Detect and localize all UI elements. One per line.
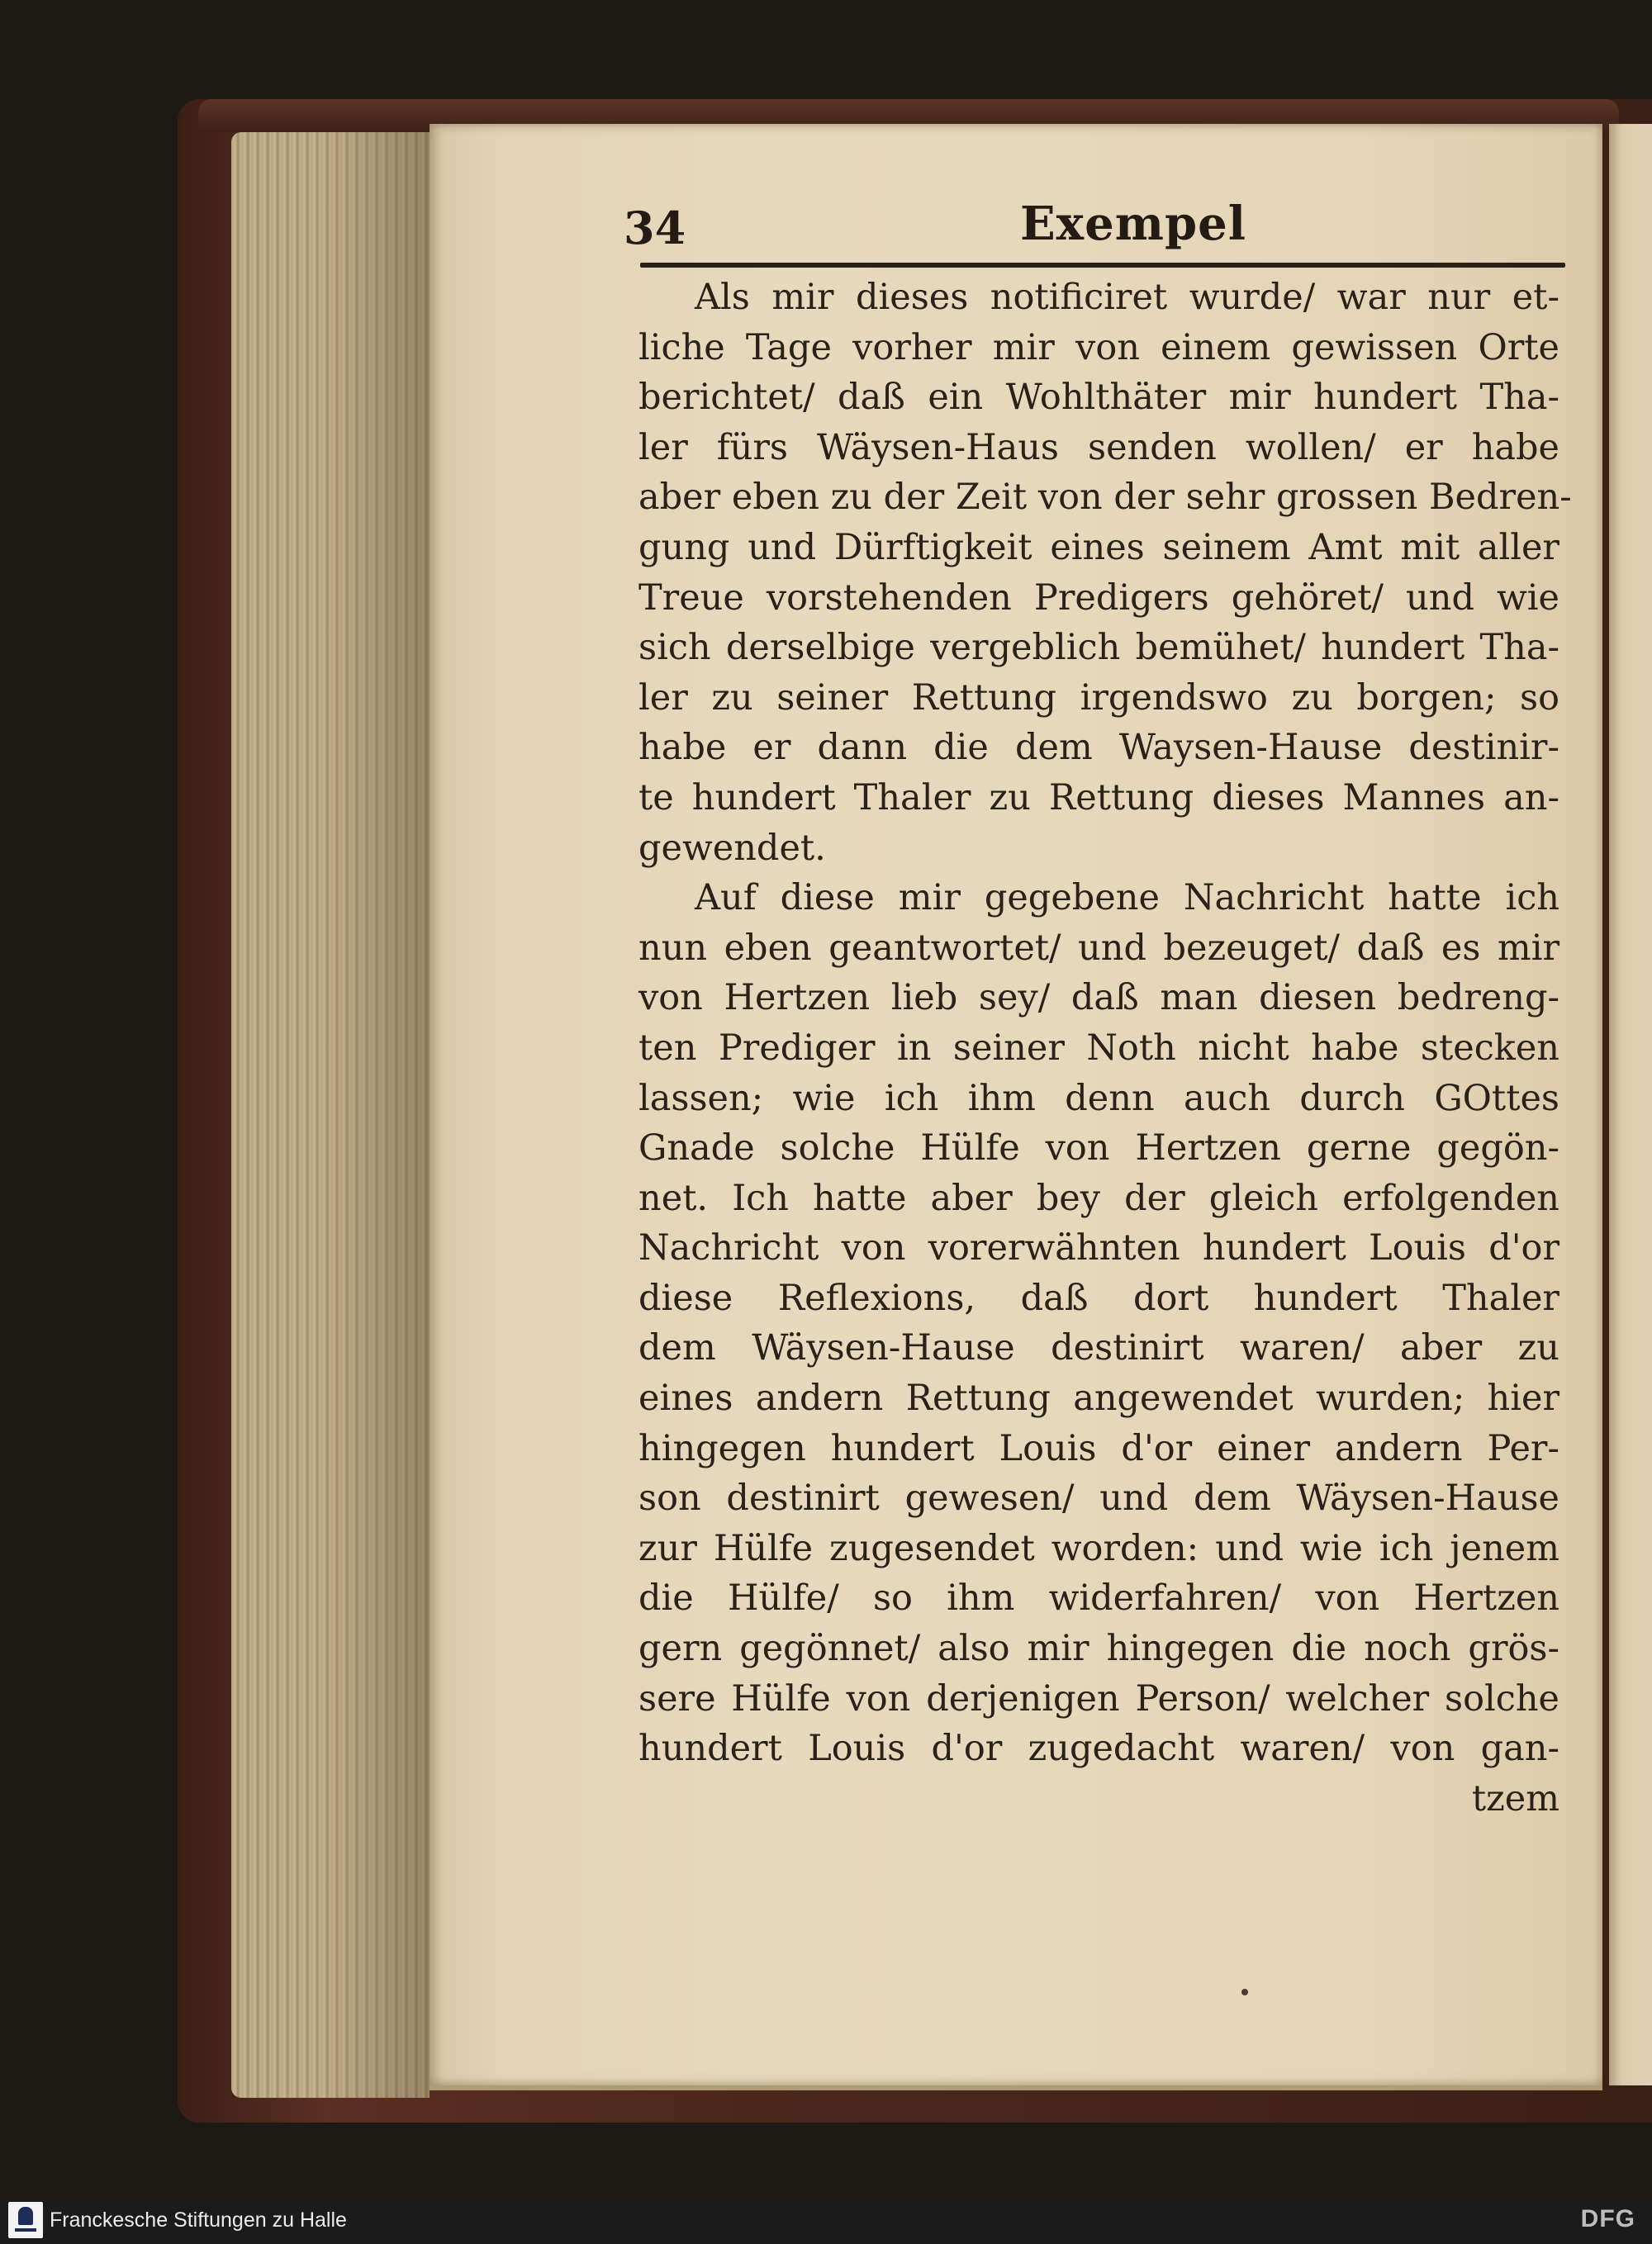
ink-dot (1241, 1989, 1248, 1995)
text-line: Treue vorstehenden Predigers gehöret/ und wie (638, 576, 1559, 619)
text-line: net. Ich hatte aber bey der gleich erfolgenden (638, 1177, 1559, 1219)
page-number: 34 (624, 202, 686, 254)
text-line: sich derselbige vergeblich bemühet/ hundert Tha- (638, 627, 1559, 669)
text-line: von Hertzen lieb sey/ daß man diesen bedreng- (638, 977, 1559, 1019)
text-line: dem Wäysen-Hause destinirt waren/ aber zu (638, 1327, 1559, 1369)
body-text (638, 273, 1572, 1824)
text-line: Nachricht von vorerwähnten hundert Louis d'or (638, 1227, 1559, 1269)
text-line: ler fürs Wäysen-Haus senden wollen/ er habe (638, 426, 1559, 468)
text-line: berichtet/ daß ein Wohlthäter mir hundert Tha- (638, 377, 1559, 419)
viewer-footer (0, 2197, 1652, 2244)
text-line: gern gegönnet/ also mir hingegen die noch grös- (638, 1628, 1559, 1670)
text-line: hingegen hundert Louis d'or einer andern Per- (638, 1427, 1559, 1469)
dfg-logo: DFG (1580, 2205, 1635, 2232)
running-head-title: Exempel (1020, 197, 1247, 251)
text-line: aber eben zu der Zeit von der sehr grossen Bedren- (638, 477, 1572, 519)
running-head (624, 197, 1565, 254)
text-line: eines andern Rettung angewendet wurden; hier (638, 1378, 1559, 1420)
text-line: lassen; wie ich ihm denn auch durch GOttes (638, 1077, 1559, 1119)
text-line: te hundert Thaler zu Rettung dieses Mannes an- (638, 776, 1559, 818)
text-line: sere Hülfe von derjenigen Person/ welcher solche (638, 1677, 1559, 1720)
text-line: Auf diese mir gegebene Nachricht hatte ich (695, 877, 1559, 919)
text-line: ler zu seiner Rettung irgendswo zu borgen; so (638, 676, 1559, 719)
text-line: habe er dann die dem Waysen-Hause destinir- (638, 727, 1559, 769)
text-line: son destinirt gewesen/ und dem Wäysen-Hause (638, 1478, 1559, 1520)
text-line: liche Tage vorher mir von einem gewissen Orte (638, 326, 1559, 368)
text-line: zur Hülfe zugesendet worden: und wie ich jenem (638, 1527, 1559, 1569)
text-line: nun eben geantwortet/ und bezeuget/ daß es mir (638, 927, 1559, 969)
text-line: Als mir dieses notificiret wurde/ war nur et- (695, 277, 1559, 318)
facing-page-edge (1609, 124, 1652, 2085)
paragraph-1 (638, 273, 1572, 873)
page-block-shadow (322, 132, 438, 2098)
text-line: die Hülfe/ so ihm widerfahren/ von Hertzen (638, 1577, 1559, 1620)
text-line: gewendet. (638, 827, 826, 869)
text-line: diese Reflexions, daß dort hundert Thaler (638, 1277, 1559, 1319)
paragraph-2 (638, 873, 1559, 1774)
institution-name: Franckesche Stiftungen zu Halle (50, 2208, 347, 2232)
head-rule (640, 263, 1565, 268)
text-line: ten Prediger in seiner Noth nicht habe stecken (638, 1027, 1559, 1069)
text-line: gung und Dürftigkeit eines seinem Amt mit aller (638, 526, 1559, 568)
text-line: hundert Louis d'or zugedacht waren/ von gan- (638, 1728, 1559, 1770)
text-line: Gnade solche Hülfe von Hertzen gerne gegön- (638, 1127, 1559, 1169)
institution-logo-icon (8, 2202, 43, 2238)
catchword: tzem (1471, 1777, 1559, 1819)
